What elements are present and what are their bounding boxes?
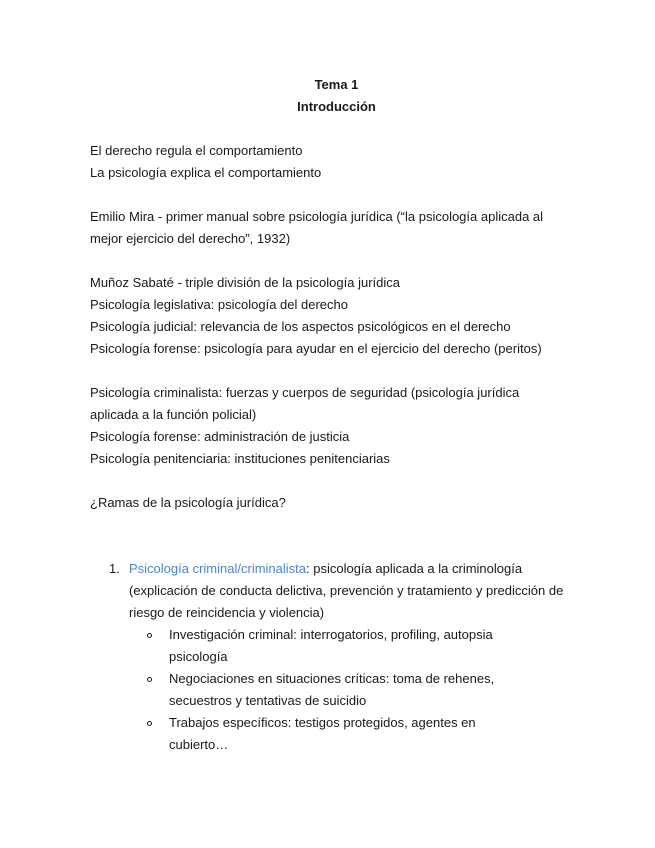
branch-description: : psicología aplicada a la criminología (explicación de conducta delictiva, prevención y tratamiento y predicción de riesgo de reincidencia y violencia)	[129, 561, 564, 620]
paragraph-line: Emilio Mira - primer manual sobre psicología jurídica (“la psicología aplicada al	[90, 209, 544, 224]
paragraph-line: Psicología penitenciaria: instituciones penitenciarias	[90, 451, 390, 466]
question-line: ¿Ramas de la psicología jurídica?	[90, 495, 286, 510]
branches-list	[90, 558, 570, 756]
document-subtitle: Introducción	[297, 99, 376, 114]
document-heading	[0, 74, 655, 118]
paragraph-line: Psicología forense: psicología para ayudar en el ejercicio del derecho (peritos)	[90, 341, 542, 356]
paragraph-line: Psicología criminalista: fuerzas y cuerpos de seguridad (psicología jurídica	[90, 385, 520, 400]
sublist-item	[129, 668, 524, 712]
circle-bullet-icon	[147, 677, 152, 682]
paragraph-line: aplicada a la función policial)	[90, 407, 257, 422]
document-body	[90, 140, 570, 756]
paragraph-line: Psicología forense: administración de justicia	[90, 429, 350, 444]
sublist-item-text: Trabajos específicos: testigos protegidos, agentes en cubierto…	[169, 715, 476, 752]
paragraph-line: Psicología judicial: relevancia de los aspectos psicológicos en el derecho	[90, 319, 511, 334]
sublist-item	[129, 624, 524, 668]
sublist-item-text: Negociaciones en situaciones críticas: toma de rehenes, secuestros y tentativas de suicidio	[169, 671, 495, 708]
list-item-number: 1.	[109, 561, 120, 576]
list-item	[90, 558, 570, 756]
branch-sublist	[129, 624, 570, 756]
sublist-item-text: Investigación criminal: interrogatorios, profiling, autopsia psicología	[169, 627, 493, 664]
paragraph-line: El derecho regula el comportamiento	[90, 143, 303, 158]
circle-bullet-icon	[147, 633, 152, 638]
paragraph-line: La psicología explica el comportamiento	[90, 165, 322, 180]
paragraph-line: Muñoz Sabaté - triple división de la psicología jurídica	[90, 275, 401, 290]
branch-link[interactable]: Psicología criminal/criminalista	[129, 561, 306, 576]
sublist-item	[129, 712, 524, 756]
document-title: Tema 1	[314, 77, 359, 92]
paragraph-line: Psicología legislativa: psicología del derecho	[90, 297, 348, 312]
paragraph-line: mejor ejercicio del derecho”, 1932)	[90, 231, 291, 246]
circle-bullet-icon	[147, 721, 152, 726]
